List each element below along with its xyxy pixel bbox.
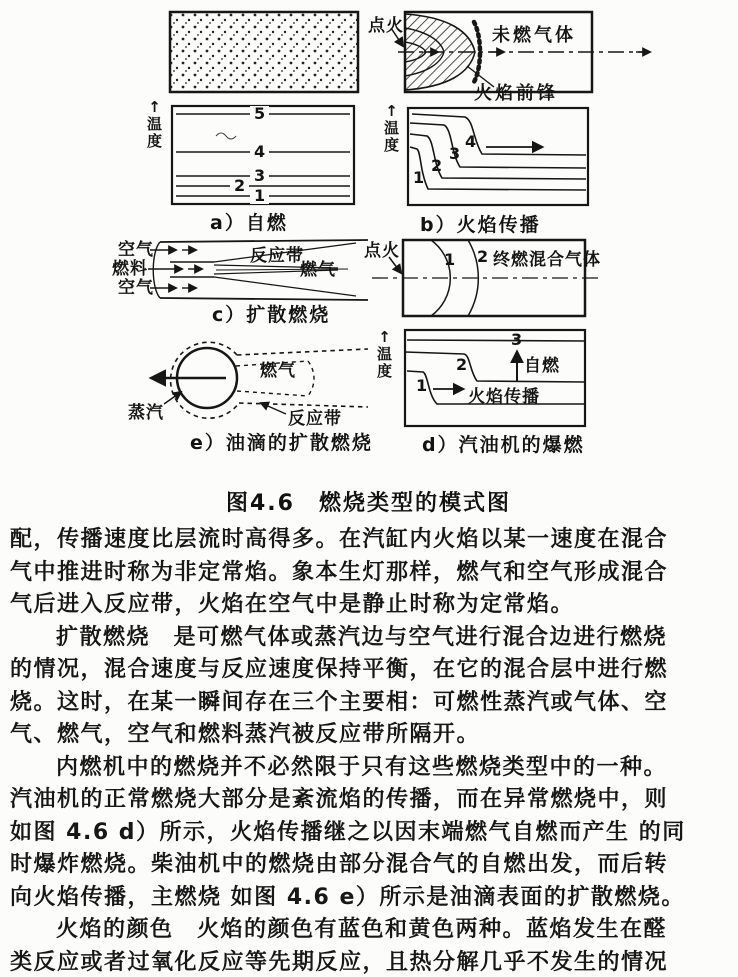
panel-flame-front-schematic (391, 12, 650, 92)
body-text-line: 汽油机的正常燃烧大部分是紊流焰的传播，而在异常燃烧中，则 (10, 787, 669, 812)
body-text-line: 向火焰传播，主燃烧 如图 4.6 e）所示是油滴表面的扩散燃烧。 (10, 884, 685, 910)
panel-b-curve-label: 1 (413, 168, 425, 187)
air-bottom-label: 空气 (118, 278, 154, 298)
panel-e-caption: e）油滴的扩散燃烧 (190, 432, 373, 454)
panel-a-curve-label: 4 (250, 144, 269, 160)
zone-2-label: 2 (477, 247, 489, 266)
panel-d-curve-label: 2 (456, 355, 468, 374)
figure-artwork (0, 0, 738, 470)
body-text-line: 气中推进时称为非定常焰。象本生灯那样，燃气和空气形成混合 (10, 559, 669, 585)
figure-caption: 图4.6 燃烧类型的模式图 (226, 491, 511, 516)
panel-a-curve-label: 2 (230, 178, 249, 194)
body-text-line: 气、燃气，空气和燃料蒸汽被反应带所隔开。 (10, 722, 481, 747)
body-text-line: 配，传播速度比层流时高得多。在汽缸内火焰以某一速度在混合 (10, 527, 669, 552)
ignition-label-d: 点火 (364, 241, 400, 261)
panel-d-curve-label: 1 (416, 376, 428, 395)
vapor-label: 蒸汽 (128, 403, 164, 423)
up-arrow-icon: ↑ (385, 102, 398, 120)
air-top-label: 空气 (118, 240, 154, 260)
body-text-line: 火焰的颜色 火焰的颜色有蓝色和黄色两种。蓝焰发生在醛 (56, 917, 668, 942)
panel-b-curve-label: 4 (465, 132, 477, 151)
panel-b-y-axis-label: ↑ 温度 (382, 102, 400, 154)
flame-front-label: 火焰前锋 (474, 83, 558, 104)
panel-d-plot (405, 330, 585, 426)
end-gas-label: 终燃混合气体 (493, 250, 601, 270)
body-text-line: 扩散燃烧 是可燃气体或蒸汽边与空气进行混合边进行燃烧 (56, 624, 668, 650)
panel-d-caption: d）汽油机的爆燃 (422, 434, 585, 456)
panel-b-curve-label: 3 (449, 144, 461, 163)
ignition-label-top: 点火 (368, 16, 404, 36)
panel-unburned-mixture (170, 12, 358, 92)
body-text-line: 烧。这时，在某一瞬间存在三个主要相：可燃性蒸汽或气体、空 (10, 689, 669, 715)
panel-a-curve-label: 1 (250, 188, 269, 204)
burned-gas-label-e: 燃气 (260, 361, 296, 381)
autoignition-label: 自燃 (524, 356, 560, 376)
reaction-zone-label-e: 反应带 (288, 409, 342, 429)
panel-a-y-axis-label: ↑ 温度 (145, 98, 163, 150)
panel-b-caption: b）火焰传播 (420, 214, 541, 236)
flame-propagation-label: 火焰传播 (468, 387, 540, 407)
body-text-line: 内燃机中的燃烧并不必然限于只有这些燃烧类型中的一种。 (56, 754, 668, 780)
panel-a-caption: a）自燃 (210, 212, 288, 234)
zone-1-label: 1 (444, 250, 456, 269)
panel-b-curve-label: 2 (431, 156, 443, 175)
body-text-line: 如图 4.6 d）所示，火焰传播继之以因末端燃气自燃而产生 的同 (10, 819, 686, 845)
body-text-line: 的情况，混合速度与反应速度保持平衡，在它的混合层中进行燃 (10, 657, 669, 682)
up-arrow-icon: ↑ (378, 328, 391, 346)
burned-gas-label-c: 燃气 (300, 260, 336, 280)
body-text-line: 气后进入反应带，火焰在空气中是静止时称为定常焰。 (10, 592, 575, 617)
body-text (10, 524, 732, 977)
reaction-zone-label-c: 反应带 (250, 246, 304, 266)
up-arrow-icon: ↑ (148, 98, 161, 116)
panel-d-y-axis-label: ↑ 温度 (375, 328, 393, 380)
unburned-gas-label: 未燃气体 (492, 25, 576, 46)
panel-a-curve-label: 3 (250, 168, 269, 184)
fuel-label: 燃料 (112, 259, 148, 279)
panel-a-curve-label: 5 (250, 106, 269, 122)
panel-c-caption: c）扩散燃烧 (212, 304, 331, 326)
body-text-line: 时爆炸燃烧。柴油机中的燃烧由部分混合气的自燃出发，而后转 (10, 852, 669, 877)
panel-d-curve-label: 3 (511, 330, 523, 349)
body-text-line: 类反应或者过氧化反应等先期反应，且热分解几乎不发生的情况 (10, 949, 669, 975)
